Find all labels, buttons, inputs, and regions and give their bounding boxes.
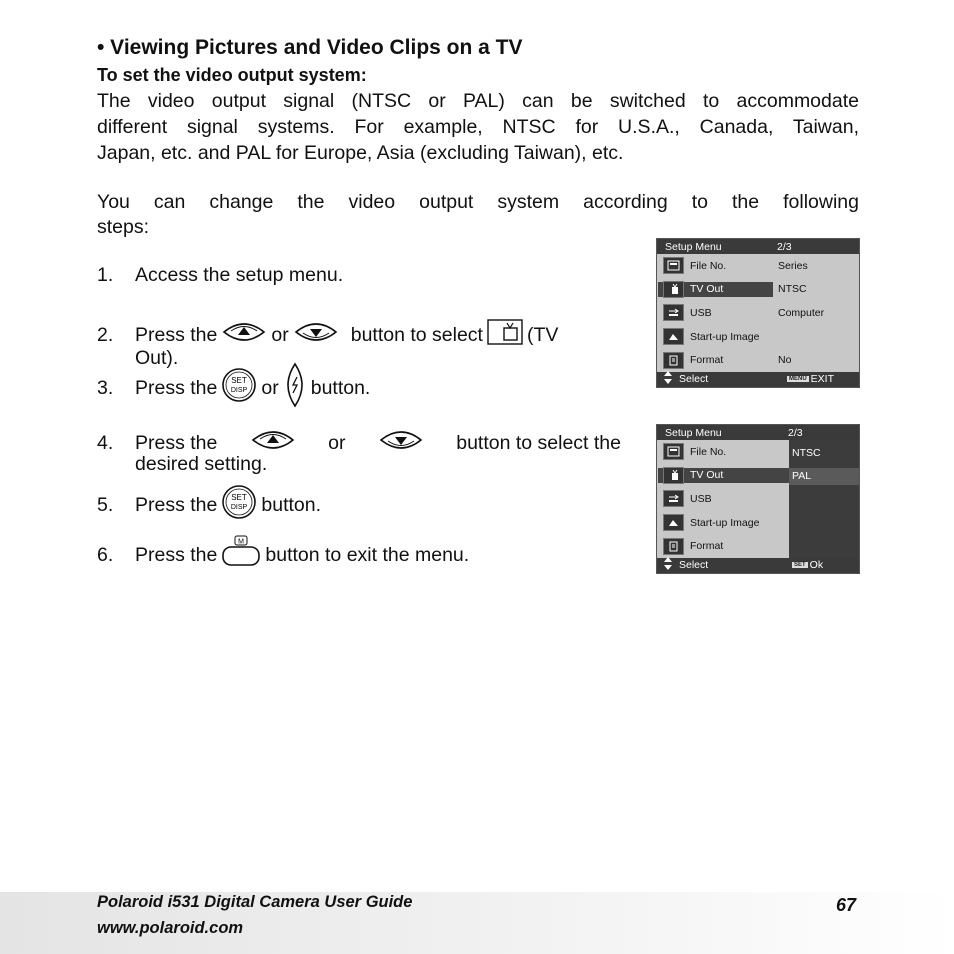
menu-label: Start-up Image	[690, 516, 760, 529]
step-text: button.	[310, 376, 371, 399]
menu-title: Setup Menu	[665, 426, 722, 439]
menu-value: Computer	[778, 306, 825, 319]
step-text: Press the	[135, 431, 218, 454]
step-text: (TV	[526, 323, 559, 346]
format-icon	[663, 352, 684, 369]
setup-menu-screenshot-1	[656, 238, 860, 388]
intro-paragraph	[97, 88, 859, 166]
step-3	[97, 362, 370, 414]
down-button-icon	[378, 426, 424, 460]
step-text: or	[271, 323, 289, 346]
page-heading: • Viewing Pictures and Video Clips on a TV	[97, 36, 523, 59]
footer-select: Select	[679, 559, 709, 572]
step-number: 2.	[97, 323, 114, 346]
footer-exit: EXIT	[810, 373, 835, 386]
step-text: button to select	[350, 323, 483, 346]
menu-label: Start-up Image	[690, 330, 760, 343]
menu-footer	[657, 558, 859, 573]
step-1	[97, 264, 343, 287]
menu-title: Setup Menu	[665, 240, 722, 253]
menu-key-label: M	[238, 538, 245, 546]
right-flash-button-icon	[283, 362, 307, 414]
menu-button-icon	[221, 535, 261, 575]
step-text: Press the	[135, 376, 218, 399]
step-text: Press the	[135, 493, 218, 516]
disp-label: DISP	[231, 504, 248, 511]
step-text: Out).	[135, 347, 179, 369]
intro-line: The video output signal (NTSC or PAL) can be switched to accommodate	[97, 90, 859, 112]
menu-row-usb	[657, 487, 859, 511]
tv-out-icon	[487, 319, 523, 351]
up-button-icon	[221, 318, 267, 352]
menu-row-tv-out	[657, 278, 859, 302]
menu-footer	[657, 372, 859, 387]
up-down-arrows-icon	[663, 557, 673, 573]
setup-menu-screenshot-2	[656, 424, 860, 574]
step-6	[97, 535, 469, 575]
option-pal: PAL	[792, 470, 812, 482]
intro-line: Japan, etc. and PAL for Europe, Asia (excluding Taiwan), etc.	[97, 142, 624, 164]
footer-select: Select	[679, 373, 709, 386]
footer-ok: Ok	[809, 559, 824, 572]
menu-page: 2/3	[777, 240, 792, 253]
set-disp-button-icon	[221, 482, 257, 528]
menu-label: TV Out	[690, 469, 724, 482]
menu-row-startup-image	[657, 325, 859, 349]
menu-row-startup-image	[657, 511, 859, 535]
menu-label: Format	[690, 354, 724, 367]
step-number: 1.	[97, 264, 114, 286]
step-5	[97, 482, 321, 528]
usb-icon	[663, 304, 684, 321]
menu-row-tv-out	[657, 464, 859, 488]
menu-label: USB	[690, 492, 712, 505]
menu-value: NTSC	[778, 283, 807, 296]
menu-title-bar	[657, 425, 859, 440]
menu-row-format	[657, 534, 859, 558]
file-no-icon	[663, 257, 684, 274]
tv-out-icon	[663, 281, 684, 298]
step-number: 3.	[97, 376, 114, 399]
step-text: Access the setup menu.	[135, 264, 344, 286]
menu-value: No	[778, 354, 792, 367]
subheading: To set the video output system:	[97, 65, 367, 85]
menu-row-format	[657, 348, 859, 372]
step-text: Press the	[135, 543, 218, 566]
step-number: 4.	[97, 431, 114, 454]
step-4-continued	[135, 453, 267, 476]
menu-row-usb	[657, 301, 859, 325]
option-ntsc: NTSC	[792, 447, 821, 459]
set-label: SET	[231, 493, 248, 502]
up-down-arrows-icon	[663, 371, 673, 387]
down-button-icon	[293, 318, 339, 352]
footer-url: www.polaroid.com	[97, 919, 244, 937]
intro-line: different signal systems. For example, NTSC for U.S.A., Canada, Taiwan,	[97, 116, 859, 138]
menu-label: File No.	[690, 259, 727, 272]
footer-guide-title: Polaroid i531 Digital Camera User Guide	[97, 893, 413, 911]
usb-icon	[663, 490, 684, 507]
change-paragraph-line2: steps:	[97, 216, 150, 238]
menu-title-bar	[657, 239, 859, 254]
disp-label: DISP	[231, 387, 248, 394]
format-icon	[663, 538, 684, 555]
file-no-icon	[663, 443, 684, 460]
menu-value: Series	[778, 259, 808, 272]
menu-row-file-no	[657, 254, 859, 278]
step-text: Press the	[135, 323, 218, 346]
menu-row-file-no	[657, 440, 859, 464]
step-text: button.	[261, 493, 322, 516]
menu-label: USB	[690, 306, 712, 319]
step-number: 6.	[97, 543, 114, 566]
set-key-tag: SET	[794, 562, 806, 569]
set-label: SET	[231, 376, 248, 385]
menu-label: TV Out	[690, 283, 724, 296]
menu-page: 2/3	[788, 426, 803, 439]
step-text: or	[261, 376, 279, 399]
step-text: button to exit the menu.	[265, 543, 470, 566]
step-text: desired setting.	[135, 453, 268, 475]
step-text: button to select the	[456, 431, 621, 454]
menu-key-tag: MENU	[789, 376, 807, 383]
menu-label: File No.	[690, 445, 727, 458]
page-number: 67	[836, 895, 857, 915]
startup-image-icon	[663, 514, 684, 531]
tv-out-icon	[663, 467, 684, 484]
step-text: or	[328, 431, 346, 454]
set-disp-button-icon	[221, 365, 257, 411]
menu-label: Format	[690, 540, 724, 553]
step-number: 5.	[97, 493, 114, 516]
startup-image-icon	[663, 328, 684, 345]
change-paragraph-line1: You can change the video output system according to the following	[97, 191, 859, 213]
